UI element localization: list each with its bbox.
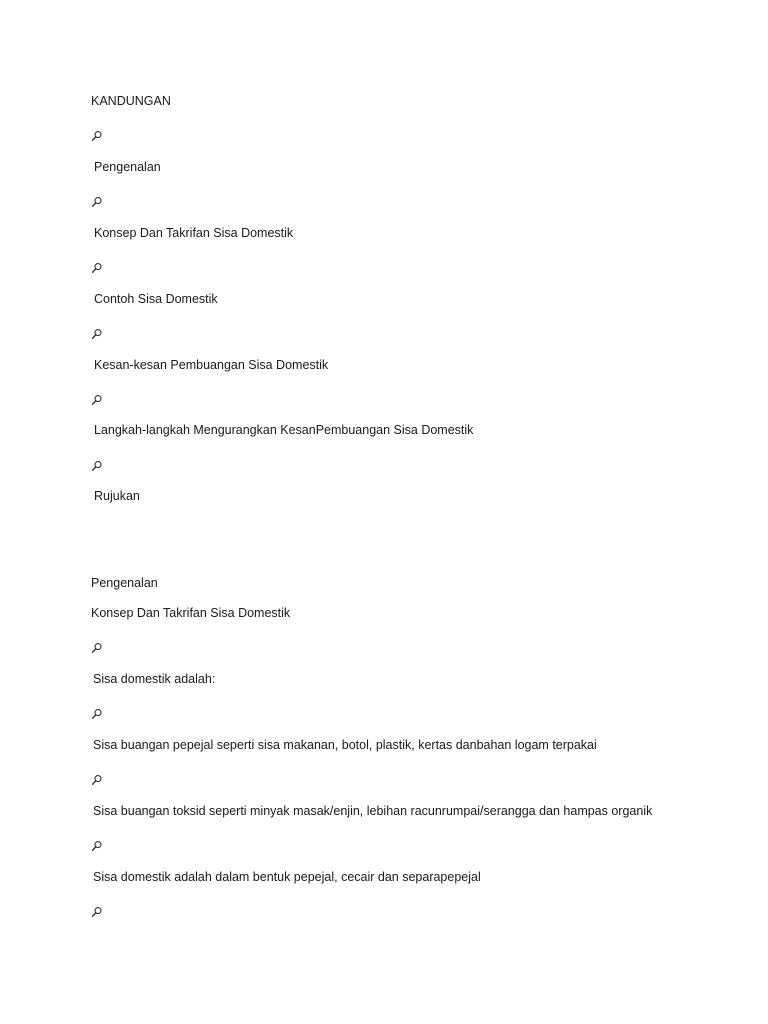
search-icon[interactable]: [91, 262, 103, 274]
search-icon[interactable]: [91, 460, 103, 472]
toc-item-langkah[interactable]: Langkah-langkah Mengurangkan KesanPembuangan Sisa Domestik: [94, 423, 474, 437]
toc-item-kesan[interactable]: Kesan-kesan Pembuangan Sisa Domestik: [94, 358, 329, 372]
subsection-heading: Konsep Dan Takrifan Sisa Domestik: [91, 606, 291, 620]
search-icon[interactable]: [91, 394, 103, 406]
toc-heading: KANDUNGAN: [91, 94, 171, 108]
search-icon[interactable]: [91, 130, 103, 142]
search-icon[interactable]: [91, 906, 103, 918]
toc-item-pengenalan[interactable]: Pengenalan: [94, 160, 161, 174]
paragraph: Sisa buangan toksid seperti minyak masak/enjin, lebihan racunrumpai/serangga dan hampas organik: [93, 804, 653, 818]
toc-item-rujukan[interactable]: Rujukan: [94, 489, 140, 503]
section-heading: Pengenalan: [91, 576, 158, 590]
search-icon[interactable]: [91, 328, 103, 340]
search-icon[interactable]: [91, 708, 103, 720]
search-icon[interactable]: [91, 642, 103, 654]
paragraph: Sisa domestik adalah:: [93, 672, 216, 686]
search-icon[interactable]: [91, 774, 103, 786]
search-icon[interactable]: [91, 196, 103, 208]
search-icon[interactable]: [91, 840, 103, 852]
paragraph: Sisa buangan pepejal seperti sisa makanan, botol, plastik, kertas danbahan logam terpakai: [93, 738, 597, 752]
paragraph: Sisa domestik adalah dalam bentuk pepejal, cecair dan separapepejal: [93, 870, 481, 884]
toc-item-konsep[interactable]: Konsep Dan Takrifan Sisa Domestik: [94, 226, 294, 240]
toc-item-contoh[interactable]: Contoh Sisa Domestik: [94, 292, 218, 306]
